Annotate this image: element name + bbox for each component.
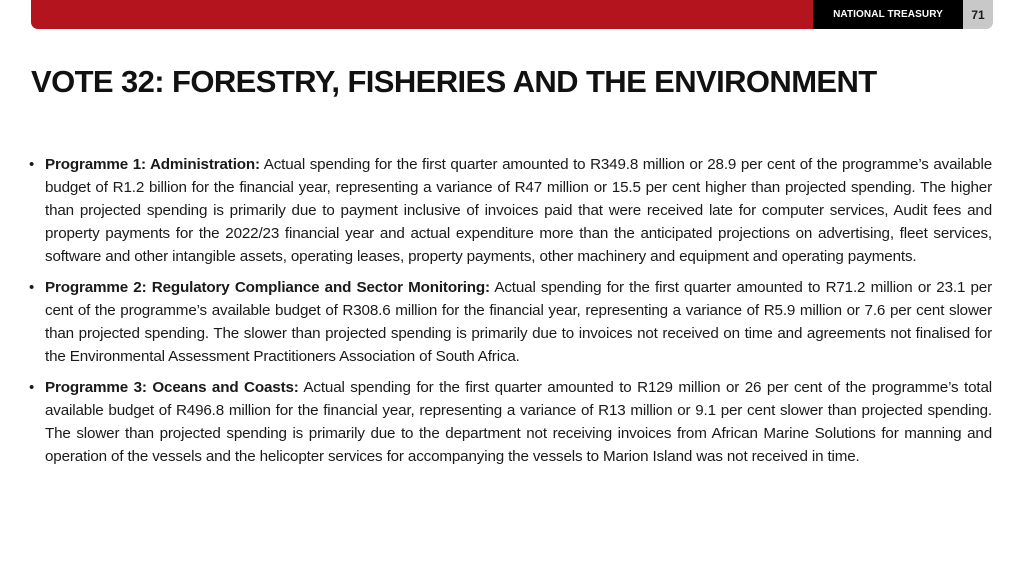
page-number: 71 (963, 0, 993, 29)
programme-label: Programme 1: Administration: (45, 156, 260, 173)
programme-label: Programme 2: Regulatory Compliance and Sector Monitoring: (45, 279, 490, 296)
list-item (29, 153, 992, 268)
header-bar (31, 0, 993, 29)
bullet-paragraph (45, 153, 992, 268)
bullet-list (29, 153, 992, 476)
programme-description: Actual spending for the first quarter amounted to R129 million or 26 per cent of the programme’s total available budget of R496.8 million for the financial year, representing a variance of R13 million or 9.1 per cent slower than projected spending. The slower than projected spending is primarily due to the department not receiving invoices from African Marine Solutions for manning and operation of the vessels and the helicopter services for accompanying the vessels to Marion Island was not received in time. (45, 379, 992, 465)
list-item (29, 276, 992, 368)
bullet-icon: • (29, 156, 35, 173)
programme-label: Programme 3: Oceans and Coasts: (45, 379, 299, 396)
brand-label: NATIONAL TREASURY (813, 0, 963, 29)
list-item (29, 376, 992, 468)
programme-description: Actual spending for the first quarter amounted to R71.2 million or 23.1 per cent of the programme’s available budget of R308.6 million for the financial year, representing a variance of R5.9 million or 7.6 per cent slower than projected spending. The slower than projected spending is primarily due to invoices not received on time and agreements not finalised for the Environmental Assessment Practitioners Association of South Africa. (45, 279, 993, 365)
bullet-icon: • (29, 379, 35, 396)
page-title: VOTE 32: FORESTRY, FISHERIES AND THE ENVIRONMENT (31, 64, 877, 99)
header-accent-band (31, 0, 813, 29)
bullet-icon: • (29, 279, 35, 296)
bullet-paragraph (45, 276, 992, 368)
bullet-paragraph (45, 376, 992, 468)
programme-description: Actual spending for the first quarter amounted to R349.8 million or 28.9 per cent of the programme’s available budget of R1.2 billion for the financial year, representing a variance of R47 million or 15.5 per cent higher than projected spending. The higher than projected spending is primarily due to payment inclusive of invoices paid that were received late for computer services, Audit fees and property payments for the 2022/23 financial year and actual expenditure more than the anticipated projections on advertising, fleet services, software and other intangible assets, operating leases, property payments, other machinery and equipment and operating payments. (45, 156, 992, 265)
